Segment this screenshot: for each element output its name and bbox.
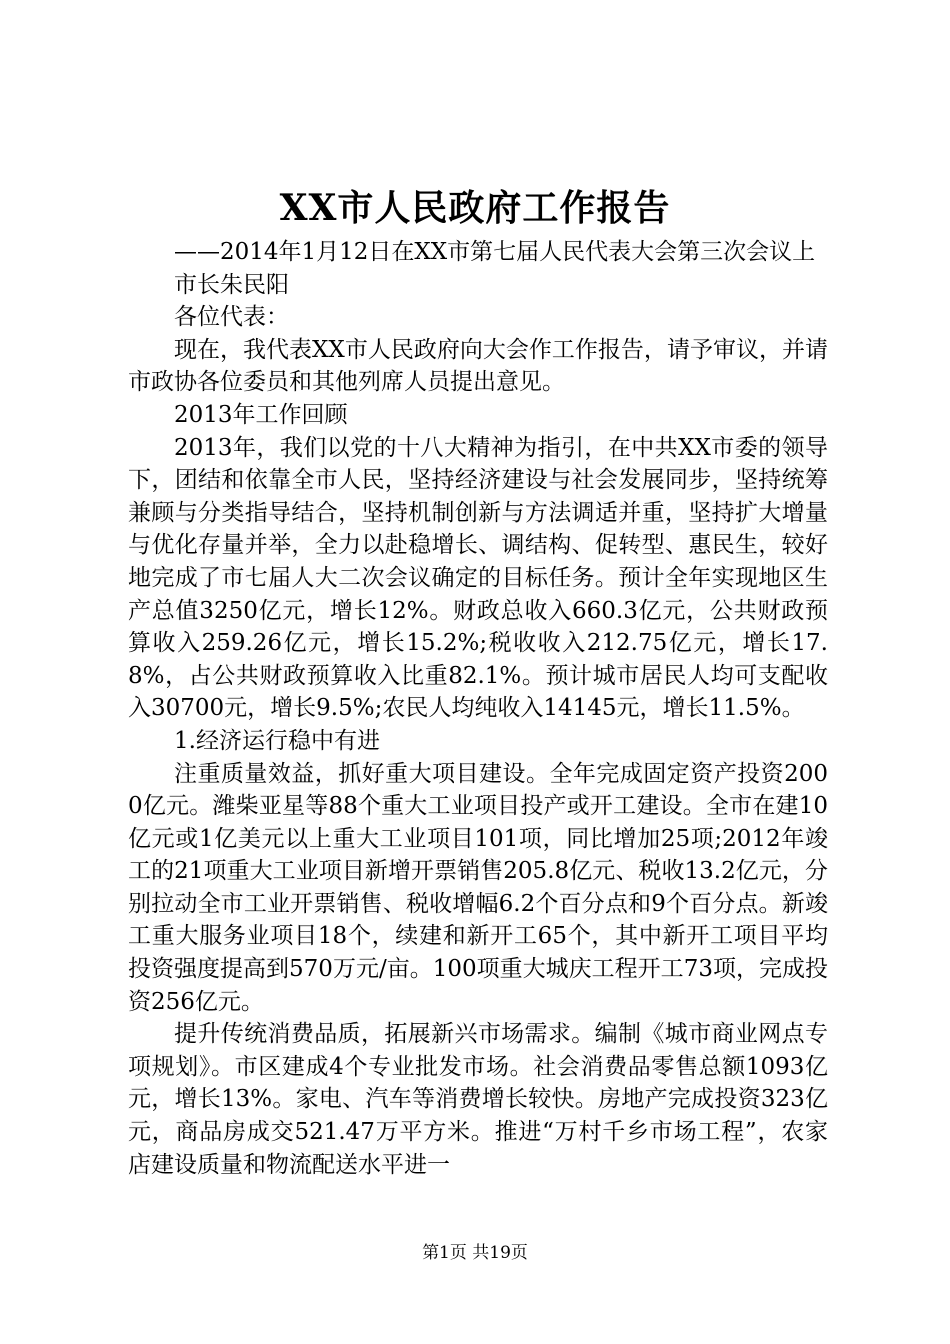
subtitle-paragraph: ——2014年1月12日在XX市第七届人民代表大会第三次会议上	[174, 239, 816, 265]
investment-paragraph: 注重质量效益，抓好重大项目建设。全年完成固定资产投资2000亿元。潍柴亚星等88个重大工业项目投产或开工建设。全市在建10亿元或1亿美元以上重大工业项目101项，同比增加25项;2012年竣工的21项重大工业项目新增开票销售205.8亿元、税收13.2亿元，分别拉动全市工业开票销售、税收增幅6.2个百分点和9个百分点。新竣工重大服务业项目18个，续建和新开工65个，其中新开工项目平均投资强度提高到570万元/亩。100项重大城庆工程开工73项，完成投资256亿元。	[128, 760, 828, 1015]
salutation-paragraph: 各位代表：	[174, 304, 289, 331]
consumption-paragraph: 提升传统消费品质，拓展新兴市场需求。编制《城市商业网点专项规划》。市区建成4个专业批发市场。社会消费品零售总额1093亿元，增长13%。家电、汽车等消费增长较快。房地产完成投资323亿元，商品房成交521.47万平方米。推进“万村千乡市场工程”，农家店建设质量和物流配送水平进一	[128, 1021, 828, 1178]
author-paragraph: 市长朱民阳	[174, 271, 289, 298]
intro-paragraph: 现在，我代表XX市人民政府向大会作工作报告，请予审议，并请市政协各位委员和其他列席人员提出意见。	[128, 336, 828, 396]
page-number: 第1页 共19页	[422, 1243, 528, 1263]
section-heading: 2013年工作回顾	[174, 401, 348, 428]
document-title: XX市人民政府工作报告	[279, 187, 671, 229]
document-body	[128, 236, 828, 1181]
review-paragraph: 2013年，我们以党的十八大精神为指引，在中共XX市委的领导下，团结和依靠全市人民，坚持经济建设与社会发展同步，坚持统筹兼顾与分类指导结合，坚持机制创新与方法调适并重，坚持扩大增量与优化存量并举，全力以赴稳增长、调结构、促转型、惠民生，较好地完成了市七届人大二次会议确定的目标任务。预计全年实现地区生产总值3250亿元，增长12%。财政总收入660.3亿元，公共财政预算收入259.26亿元，增长15.2%;税收收入212.75亿元，增长17.8%，占公共财政预算收入比重82.1%。预计城市居民人均可支配收入30700元，增长9.5%;农民人均纯收入14145元，增长11.5%。	[128, 434, 828, 722]
subsection-heading: 1.经济运行稳中有进	[174, 727, 380, 754]
